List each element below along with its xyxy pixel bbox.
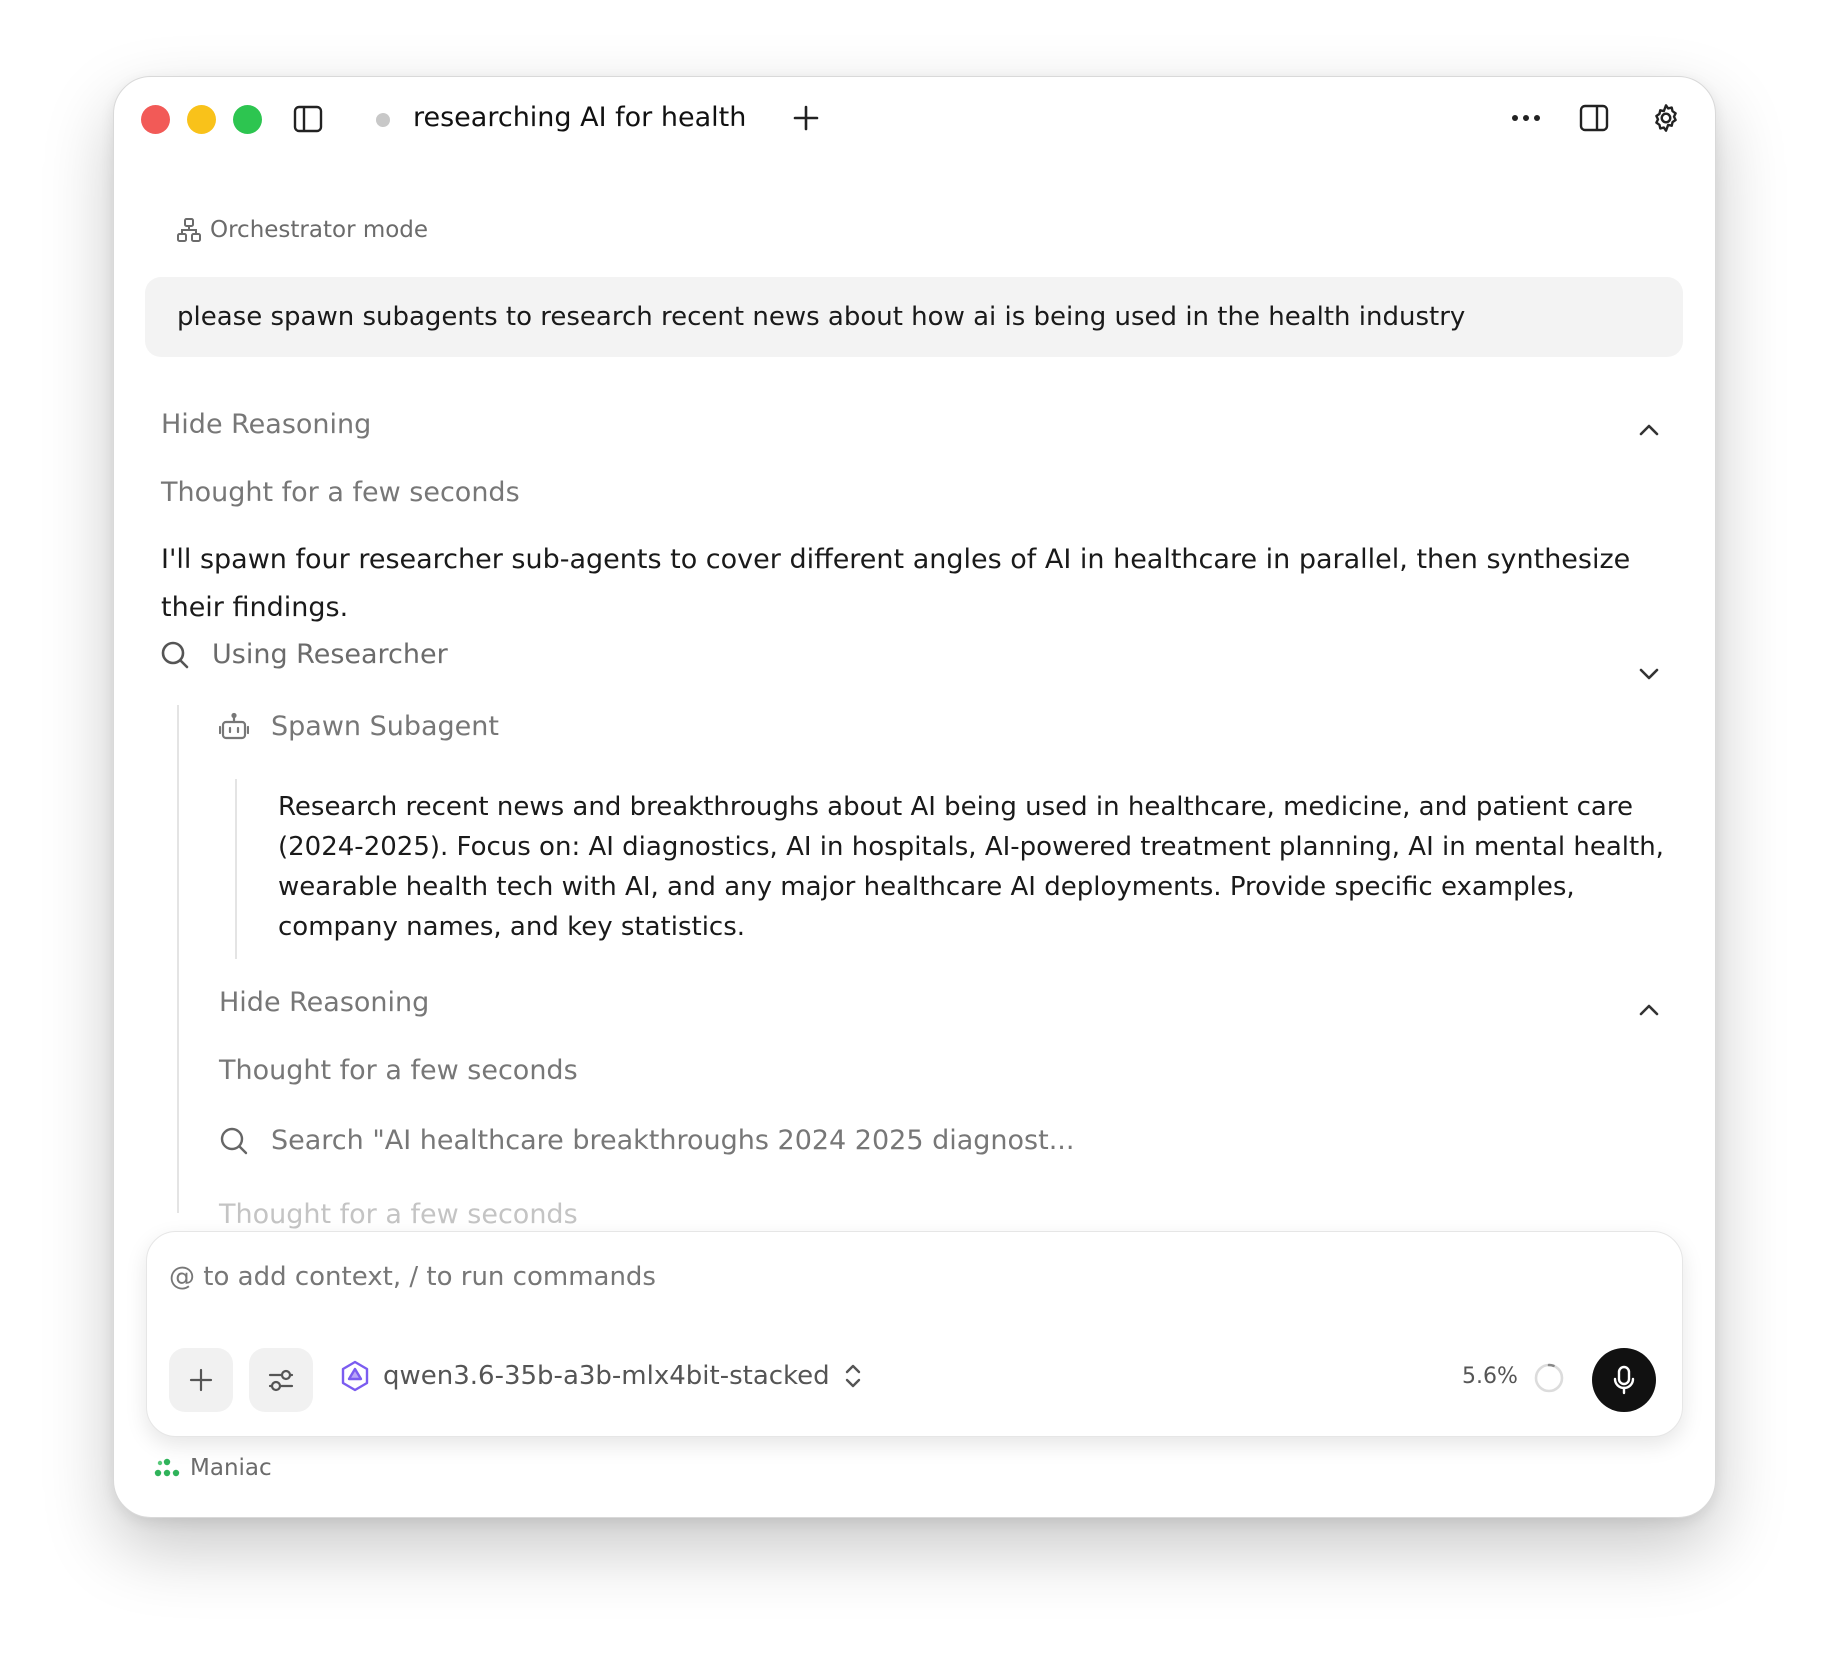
add-attachment-button[interactable] xyxy=(169,1348,233,1412)
model-logo-icon xyxy=(339,1360,371,1392)
message-input[interactable] xyxy=(169,1262,1569,1292)
robot-icon xyxy=(219,712,249,742)
tool-call-header[interactable] xyxy=(160,639,448,670)
search-icon xyxy=(160,640,190,670)
hierarchy-icon xyxy=(176,217,202,243)
nested-thought-duration xyxy=(219,1055,578,1086)
context-usage: 5.6% xyxy=(1462,1364,1518,1389)
app-footer xyxy=(154,1455,272,1481)
sidebar-icon xyxy=(293,105,323,133)
brand-name: Maniac xyxy=(190,1455,272,1481)
more-options-button[interactable] xyxy=(1507,99,1545,137)
chevron-down-icon[interactable] xyxy=(1634,659,1664,689)
model-name: qwen3.6-35b-a3b-mlx4bit-stacked xyxy=(383,1361,830,1391)
tool-call-label: Using Researcher xyxy=(212,639,448,670)
context-usage-ring-icon xyxy=(1533,1362,1565,1394)
nested-thought-label-2: Thought for a few seconds xyxy=(219,1199,578,1230)
settings-button[interactable] xyxy=(1646,98,1686,138)
nested-reasoning-toggle[interactable] xyxy=(219,987,429,1018)
spawn-subagent-label: Spawn Subagent xyxy=(271,711,499,742)
gear-icon xyxy=(1650,102,1682,134)
panel-right-icon xyxy=(1579,104,1609,132)
chevron-up-icon[interactable] xyxy=(1634,415,1664,445)
app-window xyxy=(113,76,1716,1518)
mode-label: Orchestrator mode xyxy=(210,217,429,243)
spawn-subagent-header xyxy=(219,711,499,742)
message-composer xyxy=(146,1231,1683,1437)
reasoning-toggle[interactable] xyxy=(161,409,371,440)
sliders-icon xyxy=(267,1366,295,1394)
plus-icon xyxy=(189,1368,213,1392)
microphone-icon xyxy=(1610,1364,1638,1396)
ellipsis-icon xyxy=(1511,114,1541,122)
user-message xyxy=(145,277,1683,357)
user-message-text: please spawn subagents to research recent news about how ai is being used in the health industry xyxy=(177,302,1466,332)
hide-reasoning-label: Hide Reasoning xyxy=(161,409,372,440)
search-step-icon xyxy=(219,1126,249,1156)
task-quote-line xyxy=(235,779,237,959)
subagent-task-text: Research recent news and breakthroughs about AI being used in healthcare, medicine, and patient care (2024-2025). Focus on: AI diagnostics, AI in hospitals, AI-powered treatment planning, AI in mental health, wearable health tech with AI, and any major healthcare AI deployments. Provide specific examples, company names, and key statistics. xyxy=(278,792,1664,942)
model-selector[interactable] xyxy=(339,1360,864,1392)
nested-thought-label: Thought for a few seconds xyxy=(219,1055,578,1086)
maximize-window-button[interactable] xyxy=(233,105,262,134)
tab-title[interactable]: researching AI for health xyxy=(413,102,747,133)
search-step-label: Search "AI healthcare breakthroughs 2024 2025 diagnost... xyxy=(271,1125,1075,1156)
thread-line xyxy=(177,705,179,1213)
brand-logo-icon xyxy=(154,1458,180,1478)
options-button[interactable] xyxy=(249,1348,313,1412)
nested-chevron-up-icon[interactable] xyxy=(1634,995,1664,1025)
assistant-message: I'll spawn four researcher sub-agents to cover different angles of AI in healthcare in parallel, then synthesize their findings. xyxy=(161,544,1631,623)
plus-icon xyxy=(793,105,819,131)
title-bar xyxy=(114,77,1715,159)
thought-duration xyxy=(161,477,520,508)
right-panel-toggle-button[interactable] xyxy=(1575,99,1613,137)
tab-status-dot xyxy=(376,113,390,127)
voice-input-button[interactable] xyxy=(1592,1348,1656,1412)
sidebar-toggle-button[interactable] xyxy=(290,101,326,137)
chevron-up-down-icon xyxy=(842,1361,864,1391)
minimize-window-button[interactable] xyxy=(187,105,216,134)
search-step[interactable] xyxy=(219,1125,1074,1156)
thought-duration-label: Thought for a few seconds xyxy=(161,477,520,508)
close-window-button[interactable] xyxy=(141,105,170,134)
nested-hide-reasoning-label: Hide Reasoning xyxy=(219,987,430,1018)
nested-thought-duration-2 xyxy=(219,1199,578,1230)
new-tab-button[interactable] xyxy=(787,99,825,137)
mode-indicator xyxy=(176,217,428,243)
